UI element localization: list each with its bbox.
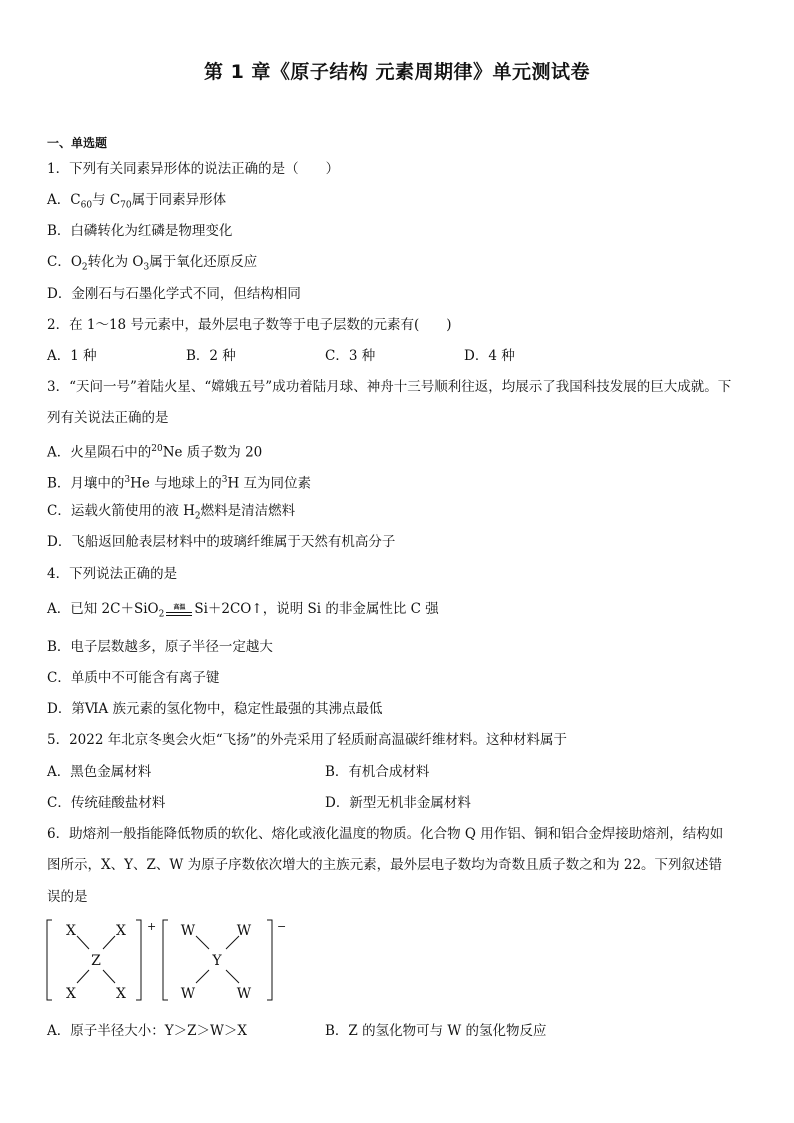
anion-charge: − — [277, 920, 287, 933]
q6-stem-line1: 6．助熔剂一般指能降低物质的软化、熔化或液化温度的物质。化合物 Q 用作铝、铜和铝合金焊接助熔剂，结构如 — [47, 826, 724, 842]
anion-ligand-br: W — [236, 986, 252, 1002]
q1-option-b: B．白磷转化为红磷是物理变化 — [47, 223, 233, 239]
q5-option-c: C．传统硅酸盐材料 — [47, 795, 166, 811]
q1-option-a: A．$C_{60}$与 $C_{70}$属于同素异形体 — [47, 192, 227, 211]
page-title: 第 1 章《原子结构 元素周期律》单元测试卷 — [203, 61, 591, 83]
q6-stem-line2: 图所示，X、Y、Z、W 为原子序数依次增大的主族元素，最外层电子数均为奇数且质子数之和为 22。下列叙述错 — [47, 857, 723, 873]
q1-stem: 1．下列有关同素异形体的说法正确的是（ ） — [47, 161, 340, 177]
anion-ligand-bl: W — [180, 986, 196, 1002]
q3-stem-line1: 3．“天问一号”着陆火星、“嫦娥五号”成功着陆月球、神舟十三号顺利往返，均展示了我国科技发展的巨大成就。下 — [47, 379, 732, 395]
anion-ligand-tr: W — [236, 923, 252, 939]
q6-structure-diagram — [42, 918, 302, 1008]
q3-option-c: C．运载火箭使用的液 $H_2$燃料是清洁燃料 — [47, 503, 296, 522]
q4-option-c: C．单质中不可能含有离子键 — [47, 670, 220, 686]
q5-option-b: B．有机合成材料 — [325, 764, 430, 780]
q2-option-b: B．2 种 — [186, 348, 236, 364]
q2-option-a: A．1 种 — [47, 348, 97, 364]
section-heading: 一、单选题 — [47, 136, 108, 150]
q6-option-a: A．原子半径大小：Y＞Z＞W＞X — [47, 1023, 248, 1039]
anion-ligand-tl: W — [180, 923, 196, 939]
cation-ligand-tl: X — [66, 923, 76, 939]
cation-ligand-br: X — [116, 986, 126, 1002]
anion-center: Y — [212, 953, 222, 969]
q4-option-a: A．已知 2C＋SiO$_2$ 高温 Si＋2CO↑，说明 Si 的非金属性比 C 强 — [47, 601, 439, 620]
q6-option-b: B．Z 的氢化物可与 W 的氢化物反应 — [325, 1023, 547, 1039]
q3-option-b: B．月壤中的$^3$He 与地球上的$^3$H 互为同位素 — [47, 475, 312, 492]
q1-option-c: C．$O_2$转化为 $O_3$属于氧化还原反应 — [47, 254, 258, 273]
q3-stem-line2: 列有关说法正确的是 — [47, 410, 169, 426]
cation-ligand-tr: X — [116, 923, 126, 939]
q3-option-d: D．飞船返回舱表层材料中的玻璃纤维属于天然有机高分子 — [47, 534, 396, 550]
q1-option-d: D．金刚石与石墨化学式不同，但结构相同 — [47, 286, 301, 302]
cation-center: Z — [91, 953, 101, 969]
reaction-condition-arrow: 高温 — [166, 603, 192, 617]
q4-option-b: B．电子层数越多，原子半径一定越大 — [47, 639, 273, 655]
q5-option-d: D．新型无机非金属材料 — [325, 795, 471, 811]
cation-charge: + — [147, 920, 157, 933]
q5-option-a: A．黑色金属材料 — [47, 764, 152, 780]
q6-stem-line3: 误的是 — [47, 889, 88, 905]
q5-stem: 5．2022 年北京冬奥会火炬“飞扬”的外壳采用了轻质耐高温碳纤维材料。这种材料属于 — [47, 732, 568, 748]
q3-option-a: A．火星陨石中的$^{20}$Ne 质子数为 20 — [47, 444, 263, 461]
q2-option-c: C．3 种 — [325, 348, 376, 364]
cation-ligand-bl: X — [66, 986, 76, 1002]
q4-stem: 4．下列说法正确的是 — [47, 566, 178, 582]
q4-option-d: D．第ⅥA 族元素的氢化物中，稳定性最强的其沸点最低 — [47, 701, 383, 717]
q2-option-d: D．4 种 — [464, 348, 515, 364]
q2-stem: 2．在 1～18 号元素中，最外层电子数等于电子层数的元素有( ) — [47, 317, 452, 333]
